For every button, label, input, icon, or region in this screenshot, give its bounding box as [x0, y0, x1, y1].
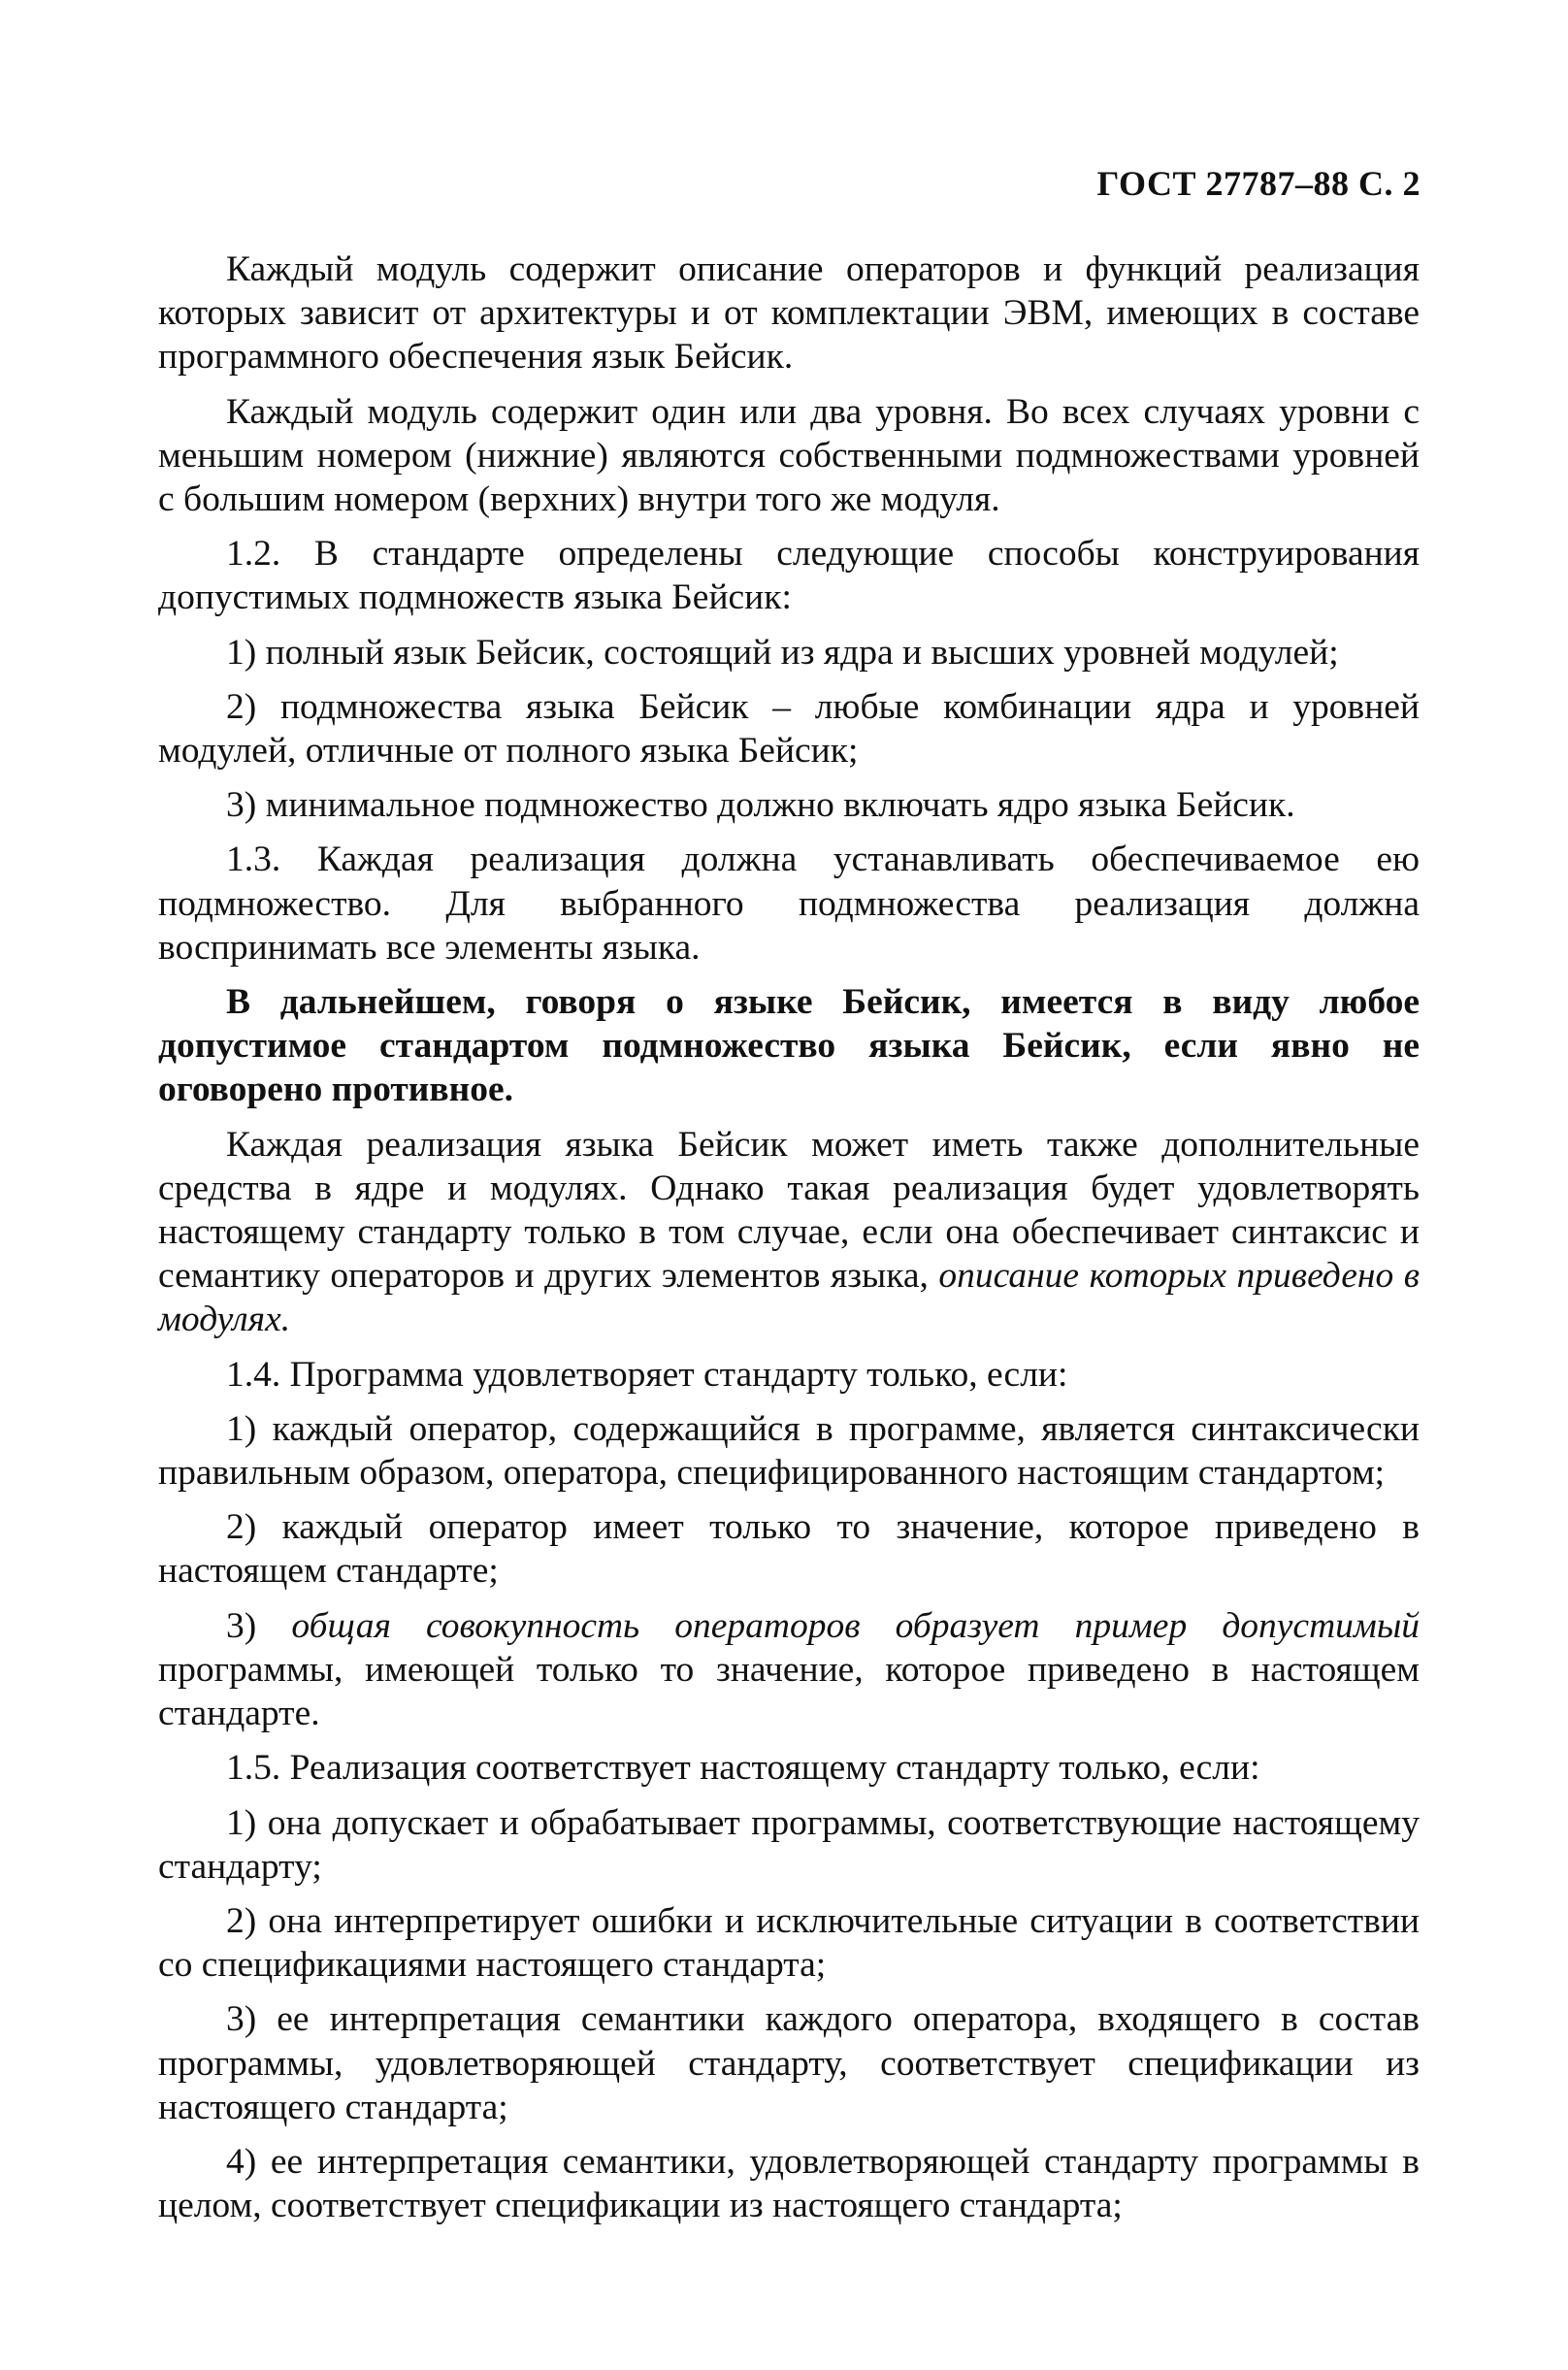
document-body: [158, 247, 1420, 2227]
paragraph-item-1-2-1: 1) полный язык Бейсик, состоящий из ядра и высших уровней модулей;: [226, 632, 1339, 673]
extensions-italic-tail: описание которых приведено в модулях.: [158, 1256, 1420, 1340]
paragraph-item-1-5-2: 2) она интерпретирует ошибки и исключительные ситуации в соответствии со спецификациями настоящего стандарта;: [158, 1900, 1420, 1986]
paragraph-item-1-2-2: 2) подмножества языка Бейсик – любые комбинации ядра и уровней модулей, отличные от полного языка Бейсик;: [158, 686, 1420, 772]
item-1-4-3-italic: общая совокупность операторов образует пример допустимый: [291, 1605, 1420, 1646]
item-1-4-3-lead: 3): [226, 1605, 292, 1646]
paragraph-item-1-5-1: 1) она допускает и обрабатывает программы, соответствующие настоящему стандарту;: [158, 1802, 1420, 1887]
paragraph-further-note: В дальнейшем, говоря о языке Бейсик, имеется в виду любое допустимое стандартом подмножество языка Бейсик, если явно не оговорено противное.: [158, 982, 1420, 1110]
paragraph-module-description: Каждый модуль содержит описание операторов и функций реализация которых зависит от архитектуры и от комплектации ЭВМ, имеющих в составе программного обеспечения язык Бейсик.: [158, 249, 1420, 378]
extensions-text: Каждая реализация языка Бейсик может иметь также дополнительные средства в ядре и модулях. Однако такая реализация будет удовлетворять настоящему стандарту только в том случае, если она обеспечивает синтаксис и семантику операторов и других элементов языка,: [158, 1124, 1420, 1297]
paragraph-item-1-5-3: 3) ее интерпретация семантики каждого оператора, входящего в состав программы, удовлетворяющей стандарту, соответствует спецификации из настоящего стандарта;: [158, 1999, 1420, 2127]
paragraph-item-1-4-1: 1) каждый оператор, содержащийся в программе, является синтаксически правильным образом, оператора, специфицированного настоящим стандартом;: [158, 1408, 1420, 1494]
paragraph-section-1-5: 1.5. Реализация соответствует настоящему стандарту только, если:: [226, 1748, 1260, 1789]
paragraph-item-1-5-4: 4) ее интерпретация семантики, удовлетворяющей стандарту программы в целом, соответствует спецификации из настоящего стандарта;: [158, 2141, 1420, 2226]
paragraph-section-1-3: 1.3. Каждая реализация должна устанавливать обеспечиваемое ею подмножество. Для выбранного подмножества реализация должна воспринимать все элементы языка.: [158, 839, 1420, 968]
paragraph-section-1-4: 1.4. Программа удовлетворяет стандарту только, если:: [226, 1354, 1068, 1395]
page-header: ГОСТ 27787–88 С. 2: [1096, 164, 1421, 203]
paragraph-item-1-4-2: 2) каждый оператор имеет только то значение, которое приведено в настоящем стандарте;: [158, 1507, 1420, 1592]
paragraph-item-1-2-3: 3) минимальное подмножество должно включать ядро языка Бейсик.: [226, 785, 1295, 826]
paragraph-item-1-4-3: [158, 1604, 1420, 1736]
paragraph-module-levels: Каждый модуль содержит один или два уровня. Во всех случаях уровни с меньшим номером (нижние) являются собственными подмножествами уровней с большим номером (верхних) внутри того же модуля.: [158, 391, 1420, 520]
paragraph-extensions: [158, 1123, 1420, 1342]
paragraph-section-1-2: 1.2. В стандарте определены следующие способы конструирования допустимых подмножеств языка Бейсик:: [158, 534, 1420, 618]
item-1-4-3-text: программы, имеющей только то значение, которое приведено в настоящем стандарте.: [158, 1649, 1420, 1734]
